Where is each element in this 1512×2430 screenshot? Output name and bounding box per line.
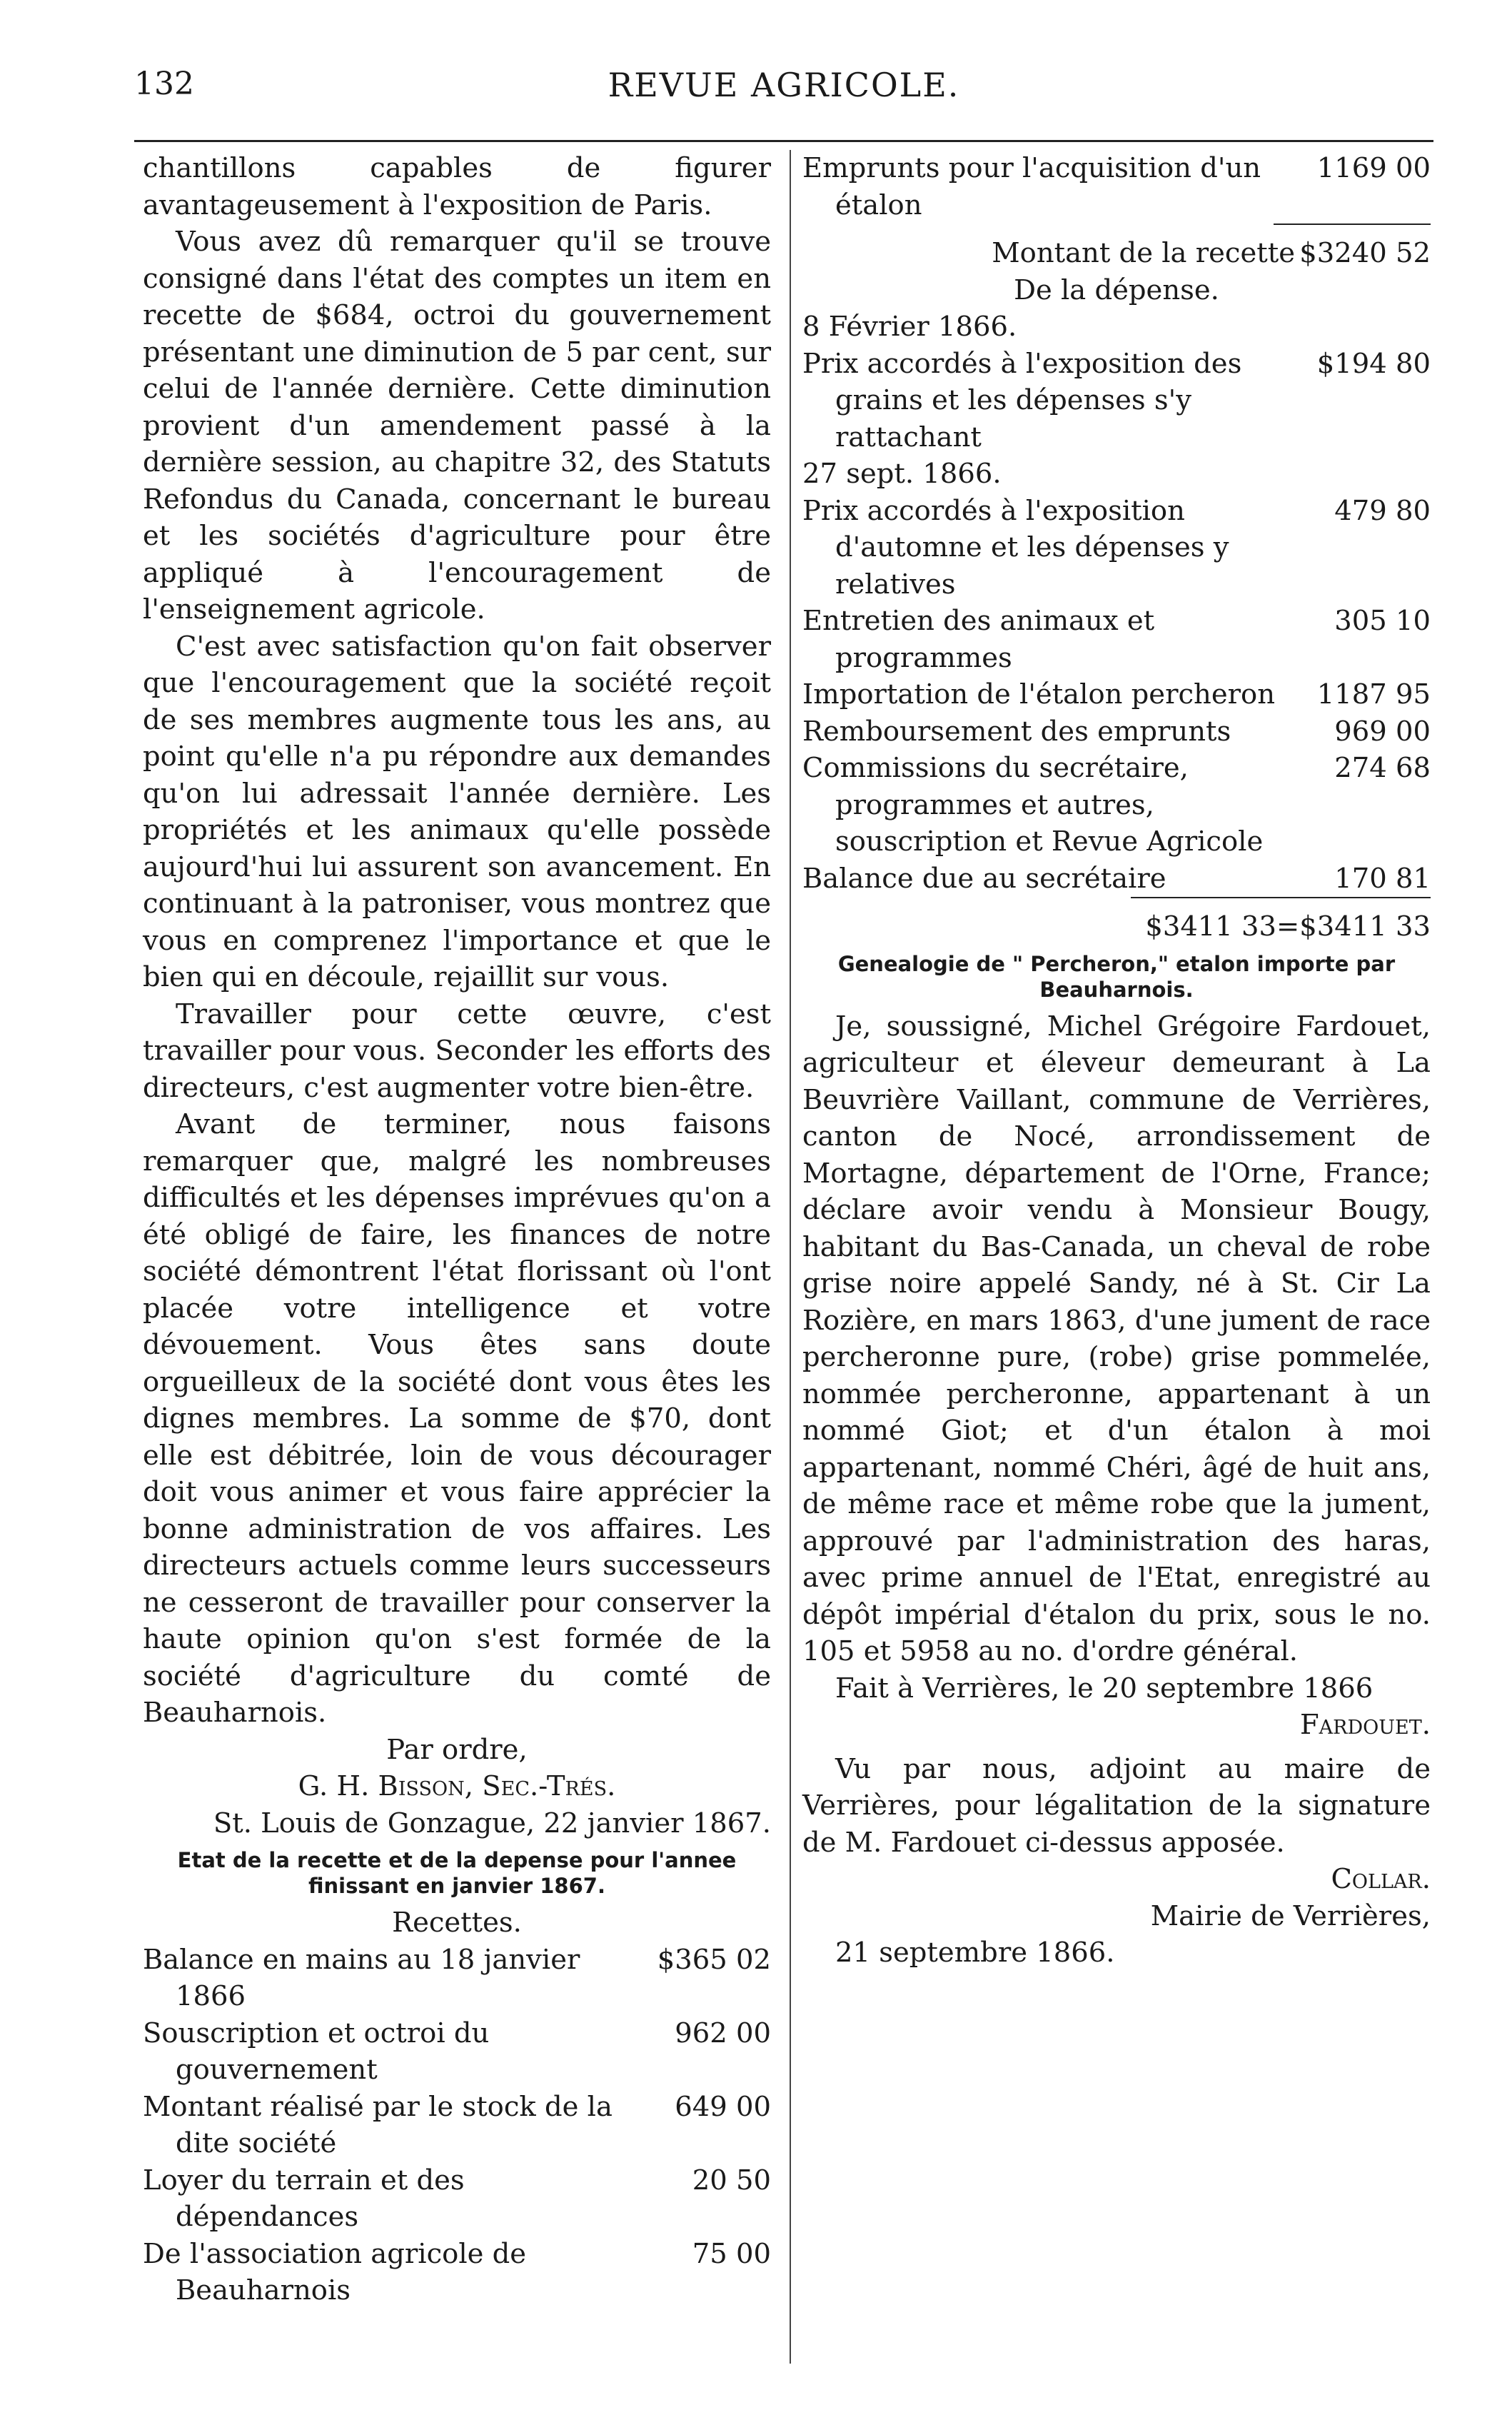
ledger-entry (143, 1942, 771, 2015)
page-header (134, 63, 1433, 113)
recettes-heading: Recettes. (392, 1907, 522, 1939)
ledger-entry (143, 2089, 771, 2162)
entry-label: Importation de l'étalon percheron (802, 678, 1276, 711)
entry-label: Commissions du secrétaire, programmes et autres, souscription et Revue Agricole (802, 752, 1264, 858)
ledger-total (802, 235, 1431, 272)
attestation: Vu par nous, adjoint au maire de Verrières, pour légalitation de la signature de M. Fardouet ci-dessus apposée. (802, 1752, 1431, 1859)
ledger-entry (802, 493, 1431, 603)
entry-label: De l'association agricole de Beauharnois (143, 2237, 527, 2306)
entry-amount: 20 50 (692, 2164, 771, 2196)
ledger-entry (802, 676, 1431, 713)
ledger-entry (802, 346, 1431, 456)
column-divider (790, 150, 791, 2364)
paragraph: Travailler pour cette œuvre, c'est travailler pour vous. Seconder les efforts des directeurs, c'est augmenter votre bien-être. (143, 998, 771, 1104)
ledger-grand-total: $3411 33=$3411 33 (1145, 910, 1431, 943)
right-column (802, 150, 1431, 1972)
ledger-entry (802, 308, 1431, 346)
signature: Collar. (1331, 1863, 1431, 1895)
running-title: REVUE AGRICOLE. (608, 66, 960, 104)
entry-amount: 649 00 (675, 2090, 771, 2123)
genealogy-heading: Genealogie de " Percheron," etalon importe par Beauharnois. (837, 951, 1396, 1002)
ledger-entry (802, 603, 1431, 676)
entry-label: Souscription et octroi du gouvernement (143, 2017, 490, 2086)
entry-amount: 962 00 (675, 2017, 771, 2049)
entry-amount: $194 80 (1316, 347, 1431, 380)
entry-amount: 1169 00 (1316, 152, 1431, 184)
par-ordre: Par ordre, (386, 1733, 528, 1766)
entry-label: Remboursement des emprunts (802, 715, 1231, 748)
left-column (143, 150, 771, 2309)
entry-label: 27 sept. 1866. (802, 458, 1002, 490)
ledger-entry (802, 150, 1431, 224)
paragraph: Avant de terminer, nous faisons remarquer que, malgré les nombreuses difficultés et les dépenses imprévues qu'on a été obligé de faire, les finances de notre société démontrent l'état florissant où l'ont placée votre intelligence et votre dévouement. Vous êtes sans doute orgueilleux de la société dont vous êtes les dignes membres. La somme de $70, dont elle est débitrée, loin de vous décourager doit vous animer et vous faire apprécier la bonne administration de vos affaires. Les directeurs actuels comme leurs successeurs ne cesseront de travailler pour conserver la haute opinion qu'on s'est formée de la société d'agriculture du comté de Beauharnois. (143, 1108, 771, 1729)
ledger-entry (143, 2015, 771, 2089)
entry-amount: 170 81 (1334, 862, 1431, 895)
ledger-entry (143, 2162, 771, 2236)
entry-label: Prix accordés à l'exposition d'automne et les dépenses y relatives (802, 494, 1229, 601)
mairie: Mairie de Verrières, (1150, 1899, 1431, 1932)
entry-label: Emprunts pour l'acquisition d'un étalon (802, 152, 1261, 221)
fait-a: Fait à Verrières, le 20 septembre 1866 (835, 1672, 1374, 1704)
entry-label: Balance en mains au 18 janvier 1866 (143, 1943, 580, 2012)
ledger-entry (802, 860, 1431, 898)
paragraph: chantillons capables de figurer avantageusement à l'exposition de Paris. (143, 152, 771, 221)
entry-amount: 479 80 (1334, 494, 1431, 527)
signature: Fardouet. (1299, 1709, 1431, 1741)
paragraph: C'est avec satisfaction qu'on fait observer que l'encouragement que la société reçoit de ses membres augmente tous les ans, au point qu'elle n'a pu répondre aux demandes qu'on lui adressait l'année dernière. Les propriétés et les animaux qu'elle possède aujourd'hui lui assurent son avancement. En continuant à la patroniser, vous montrez que vous en comprenez l'importance et que le bien qui en découle, rejaillit sur vous. (143, 630, 771, 993)
ledger-entry (143, 2236, 771, 2309)
entry-amount: $3240 52 (1299, 237, 1431, 269)
entry-label: Loyer du terrain et des dépendances (143, 2164, 465, 2233)
entry-amount: 305 10 (1334, 605, 1431, 637)
entry-amount: 274 68 (1334, 752, 1431, 784)
paragraph: Vous avez dû remarquer qu'il se trouve consigné dans l'état des comptes un item en recette de $684, octroi du gouvernement présentant une diminution de 5 par cent, sur celui de l'année dernière. Cette diminution provient d'un amendement passé à la dernière session, au chapitre 32, des Statuts Refondus du Canada, concernant le bureau et les sociétés d'agriculture pour être appliqué à l'encouragement de l'enseignement agricole. (143, 226, 771, 626)
depense-heading: De la dépense. (1014, 273, 1219, 306)
entry-label: Prix accordés à l'exposition des grains et les dépenses s'y rattachant (802, 347, 1242, 453)
entry-amount: 969 00 (1334, 715, 1431, 748)
declaration: Je, soussigné, Michel Grégoire Fardouet, agriculteur et éleveur demeurant à La Beuvrière Vaillant, commune de Verrières, canton de Nocé, arrondissement de Mortagne, département de l'Orne, France; déclare avoir vendu à Monsieur Bougy, habitant du Bas-Canada, un cheval de robe grise noire appelé Sandy, né à St. Cir La Rozière, en mars 1863, d'une jument de race percheronne pure, (robe) grise pommelée, nommée percheronne, appartenant à un nommé Giot; et d'un étalon à moi appartenant, nommé Chéri, âgé de huit ans, de même race et même robe que la jument, approuvé par l'administration des haras, avec prime annuel de l'Etat, enregistré au dépôt impérial d'étalon du prix, sous le no. 105 et 5958 au no. d'ordre général. (802, 1010, 1431, 1667)
entry-label: Montant réalisé par le stock de la dite société (143, 2090, 613, 2159)
page-number: 132 (134, 66, 194, 102)
ledger-entry (802, 456, 1431, 493)
header-rule (134, 140, 1433, 142)
entry-label: Balance due au secrétaire (802, 862, 1166, 895)
sum-rule (1274, 224, 1431, 235)
entry-amount: 75 00 (692, 2237, 771, 2270)
sum-rule (1131, 897, 1431, 908)
statement-heading: Etat de la recette et de la depense pour l'annee finissant en janvier 1867. (177, 1848, 737, 1898)
entry-amount: 1187 95 (1316, 678, 1431, 711)
entry-label: Montant de la recette (992, 237, 1295, 269)
entry-label: 8 Février 1866. (802, 311, 1017, 343)
entry-amount: $365 02 (657, 1943, 771, 1976)
entry-label: Entretien des animaux et programmes (802, 605, 1155, 674)
ledger-entry (802, 750, 1431, 860)
signature: G. H. Bisson, Sec.-Trés. (298, 1770, 616, 1802)
signature-date: 21 septembre 1866. (835, 1937, 1115, 1969)
place-date: St. Louis de Gonzague, 22 janvier 1867. (213, 1807, 771, 1839)
ledger-entry (802, 713, 1431, 750)
